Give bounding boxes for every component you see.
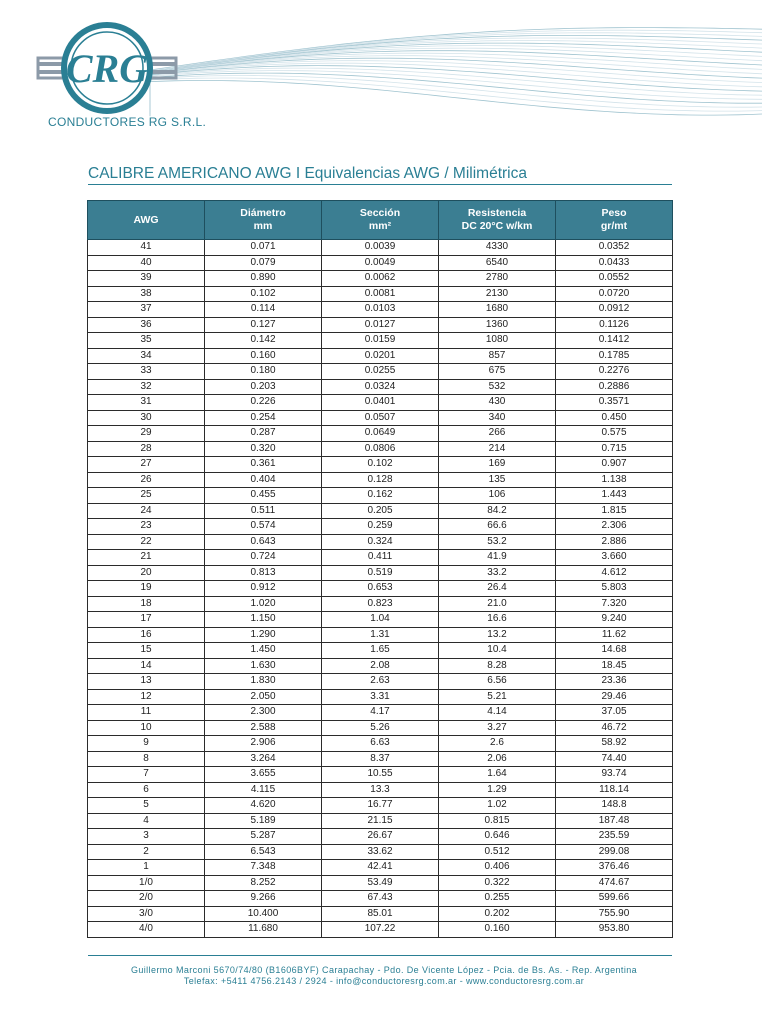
cell-resistance: 0.815 (439, 813, 556, 829)
cell-awg: 33 (88, 364, 205, 380)
table-row (88, 658, 673, 674)
cell-awg: 31 (88, 395, 205, 411)
table-row (88, 767, 673, 783)
footer-divider (88, 955, 672, 956)
cell-section: 0.0507 (322, 410, 439, 426)
cell-diameter: 3.264 (205, 751, 322, 767)
cell-section: 16.77 (322, 798, 439, 814)
cell-section: 26.67 (322, 829, 439, 845)
cell-resistance: 13.2 (439, 627, 556, 643)
cell-diameter: 0.361 (205, 457, 322, 473)
cell-weight: 7.320 (556, 596, 673, 612)
cell-awg: 16 (88, 627, 205, 643)
table-row (88, 550, 673, 566)
cell-diameter: 1.290 (205, 627, 322, 643)
cell-diameter: 1.020 (205, 596, 322, 612)
awg-equivalence-table (87, 200, 673, 938)
cell-resistance: 33.2 (439, 565, 556, 581)
cell-resistance: 106 (439, 488, 556, 504)
cell-awg: 3/0 (88, 906, 205, 922)
cell-diameter: 8.252 (205, 875, 322, 891)
cell-weight: 0.907 (556, 457, 673, 473)
company-name: CONDUCTORES RG S.R.L. (48, 115, 207, 129)
cell-section: 0.0062 (322, 271, 439, 287)
table-row (88, 736, 673, 752)
cell-section: 33.62 (322, 844, 439, 860)
cell-resistance: 340 (439, 410, 556, 426)
cell-diameter: 1.830 (205, 674, 322, 690)
cell-section: 0.0324 (322, 379, 439, 395)
cell-diameter: 1.630 (205, 658, 322, 674)
cell-section: 0.519 (322, 565, 439, 581)
cell-awg: 34 (88, 348, 205, 364)
cell-resistance: 4330 (439, 240, 556, 256)
cell-resistance: 2.06 (439, 751, 556, 767)
cell-section: 0.205 (322, 503, 439, 519)
table-row (88, 782, 673, 798)
table-row (88, 813, 673, 829)
cell-awg: 8 (88, 751, 205, 767)
cell-weight: 0.575 (556, 426, 673, 442)
cell-weight: 23.36 (556, 674, 673, 690)
table-row (88, 395, 673, 411)
cell-resistance: 21.0 (439, 596, 556, 612)
cell-weight: 953.80 (556, 922, 673, 938)
cell-weight: 3.660 (556, 550, 673, 566)
cell-awg: 21 (88, 550, 205, 566)
table-row (88, 705, 673, 721)
cell-awg: 35 (88, 333, 205, 349)
cell-diameter: 0.724 (205, 550, 322, 566)
cell-awg: 18 (88, 596, 205, 612)
svg-text:CRG: CRG (65, 46, 149, 91)
cell-diameter: 0.071 (205, 240, 322, 256)
cell-diameter: 0.180 (205, 364, 322, 380)
cell-awg: 10 (88, 720, 205, 736)
cell-awg: 36 (88, 317, 205, 333)
cell-section: 2.08 (322, 658, 439, 674)
cell-awg: 3 (88, 829, 205, 845)
cell-resistance: 66.6 (439, 519, 556, 535)
footer-contact: Telefax: +5411 4756.2143 / 2924 - info@conductoresrg.com.ar - www.conductoresrg.com.ar (183, 976, 585, 986)
cell-awg: 4/0 (88, 922, 205, 938)
cell-weight: 235.59 (556, 829, 673, 845)
cell-resistance: 0.255 (439, 891, 556, 907)
cell-weight: 1.443 (556, 488, 673, 504)
cell-diameter: 2.588 (205, 720, 322, 736)
cell-diameter: 5.189 (205, 813, 322, 829)
cell-diameter: 0.226 (205, 395, 322, 411)
table-row (88, 364, 673, 380)
cell-weight: 1.138 (556, 472, 673, 488)
cell-section: 0.102 (322, 457, 439, 473)
cell-weight: 5.803 (556, 581, 673, 597)
cell-resistance: 675 (439, 364, 556, 380)
cell-resistance: 0.322 (439, 875, 556, 891)
cell-resistance: 4.14 (439, 705, 556, 721)
cell-section: 0.0039 (322, 240, 439, 256)
cell-section: 13.3 (322, 782, 439, 798)
table-row (88, 379, 673, 395)
cell-awg: 12 (88, 689, 205, 705)
cell-section: 3.31 (322, 689, 439, 705)
cell-weight: 474.67 (556, 875, 673, 891)
cell-weight: 118.14 (556, 782, 673, 798)
cell-diameter: 4.620 (205, 798, 322, 814)
cell-section: 4.17 (322, 705, 439, 721)
cell-section: 5.26 (322, 720, 439, 736)
cell-resistance: 266 (439, 426, 556, 442)
cell-diameter: 3.655 (205, 767, 322, 783)
cell-resistance: 1680 (439, 302, 556, 318)
table-row (88, 240, 673, 256)
cell-awg: 27 (88, 457, 205, 473)
cell-section: 53.49 (322, 875, 439, 891)
cell-section: 0.259 (322, 519, 439, 535)
cell-diameter: 6.543 (205, 844, 322, 860)
table-row (88, 844, 673, 860)
cell-section: 0.653 (322, 581, 439, 597)
cell-diameter: 0.142 (205, 333, 322, 349)
cell-resistance: 857 (439, 348, 556, 364)
cell-weight: 4.612 (556, 565, 673, 581)
cell-resistance: 214 (439, 441, 556, 457)
cell-resistance: 6.56 (439, 674, 556, 690)
table-row (88, 581, 673, 597)
cell-weight: 0.0552 (556, 271, 673, 287)
cell-resistance: 0.406 (439, 860, 556, 876)
table-row (88, 627, 673, 643)
cell-awg: 20 (88, 565, 205, 581)
column-header-resistance: Resistencia DC 20°C w/km (439, 201, 556, 240)
table-row (88, 503, 673, 519)
cell-awg: 41 (88, 240, 205, 256)
cell-diameter: 0.574 (205, 519, 322, 535)
cell-weight: 58.92 (556, 736, 673, 752)
cell-weight: 187.48 (556, 813, 673, 829)
cell-section: 1.65 (322, 643, 439, 659)
table-row (88, 255, 673, 271)
cell-section: 1.31 (322, 627, 439, 643)
cell-awg: 1/0 (88, 875, 205, 891)
cell-awg: 19 (88, 581, 205, 597)
cell-section: 6.63 (322, 736, 439, 752)
table-row (88, 751, 673, 767)
table-row (88, 441, 673, 457)
cell-awg: 39 (88, 271, 205, 287)
cell-awg: 13 (88, 674, 205, 690)
table-row (88, 922, 673, 938)
table-row (88, 720, 673, 736)
cell-section: 0.823 (322, 596, 439, 612)
cell-section: 0.128 (322, 472, 439, 488)
column-header-section: Sección mm² (322, 201, 439, 240)
cell-diameter: 0.079 (205, 255, 322, 271)
footer-address: Guillermo Marconi 5670/74/80 (B1606BYF) Carapachay - Pdo. De Vicente López - Pcia. de Bs. As. - Rep. Argentina (130, 965, 638, 975)
table-row (88, 565, 673, 581)
cell-awg: 25 (88, 488, 205, 504)
cell-weight: 376.46 (556, 860, 673, 876)
cell-section: 0.0649 (322, 426, 439, 442)
cell-section: 1.04 (322, 612, 439, 628)
cell-awg: 2 (88, 844, 205, 860)
cell-awg: 7 (88, 767, 205, 783)
cell-resistance: 16.6 (439, 612, 556, 628)
cell-weight: 0.0912 (556, 302, 673, 318)
cell-diameter: 10.400 (205, 906, 322, 922)
cell-diameter: 0.114 (205, 302, 322, 318)
table-row (88, 302, 673, 318)
table-row (88, 534, 673, 550)
cell-weight: 9.240 (556, 612, 673, 628)
cell-awg: 26 (88, 472, 205, 488)
cell-resistance: 6540 (439, 255, 556, 271)
cell-section: 0.0103 (322, 302, 439, 318)
cell-diameter: 5.287 (205, 829, 322, 845)
cell-awg: 17 (88, 612, 205, 628)
cell-resistance: 2.6 (439, 736, 556, 752)
cell-diameter: 1.450 (205, 643, 322, 659)
cell-weight: 18.45 (556, 658, 673, 674)
cell-awg: 11 (88, 705, 205, 721)
cell-section: 0.0159 (322, 333, 439, 349)
cell-section: 8.37 (322, 751, 439, 767)
cell-awg: 14 (88, 658, 205, 674)
cell-awg: 37 (88, 302, 205, 318)
cell-resistance: 0.646 (439, 829, 556, 845)
table-row (88, 271, 673, 287)
cell-resistance: 0.202 (439, 906, 556, 922)
cell-resistance: 2130 (439, 286, 556, 302)
table-body (88, 240, 673, 938)
table-row (88, 689, 673, 705)
cell-diameter: 0.160 (205, 348, 322, 364)
cell-weight: 0.2886 (556, 379, 673, 395)
cell-diameter: 4.115 (205, 782, 322, 798)
cell-section: 0.162 (322, 488, 439, 504)
cell-section: 67.43 (322, 891, 439, 907)
cell-resistance: 430 (439, 395, 556, 411)
cell-resistance: 0.160 (439, 922, 556, 938)
column-header-awg: AWG (88, 201, 205, 240)
crg-logo-icon (34, 20, 180, 118)
cell-weight: 1.815 (556, 503, 673, 519)
cell-diameter: 7.348 (205, 860, 322, 876)
cell-diameter: 0.320 (205, 441, 322, 457)
cell-diameter: 2.906 (205, 736, 322, 752)
table-row (88, 488, 673, 504)
cell-weight: 46.72 (556, 720, 673, 736)
table-row (88, 472, 673, 488)
table-row (88, 317, 673, 333)
cell-weight: 0.1785 (556, 348, 673, 364)
cell-diameter: 0.511 (205, 503, 322, 519)
cell-weight: 0.0720 (556, 286, 673, 302)
cell-awg: 9 (88, 736, 205, 752)
table-row (88, 348, 673, 364)
cell-awg: 28 (88, 441, 205, 457)
cell-section: 0.0255 (322, 364, 439, 380)
cell-resistance: 169 (439, 457, 556, 473)
cell-section: 0.0806 (322, 441, 439, 457)
cell-diameter: 11.680 (205, 922, 322, 938)
table-header-row (88, 201, 673, 240)
cell-weight: 93.74 (556, 767, 673, 783)
cell-diameter: 0.127 (205, 317, 322, 333)
cell-section: 42.41 (322, 860, 439, 876)
table-row (88, 891, 673, 907)
cell-awg: 23 (88, 519, 205, 535)
table-row (88, 612, 673, 628)
table-row (88, 829, 673, 845)
table-row (88, 860, 673, 876)
cell-awg: 29 (88, 426, 205, 442)
cell-diameter: 1.150 (205, 612, 322, 628)
cell-awg: 5 (88, 798, 205, 814)
cell-diameter: 0.813 (205, 565, 322, 581)
table-row (88, 426, 673, 442)
cell-weight: 2.886 (556, 534, 673, 550)
cell-resistance: 0.512 (439, 844, 556, 860)
cell-awg: 15 (88, 643, 205, 659)
cell-weight: 14.68 (556, 643, 673, 659)
table-row (88, 333, 673, 349)
table-row (88, 643, 673, 659)
column-header-weight: Peso gr/mt (556, 201, 673, 240)
cell-resistance: 1.29 (439, 782, 556, 798)
cell-weight: 0.0433 (556, 255, 673, 271)
cell-resistance: 84.2 (439, 503, 556, 519)
cell-weight: 0.715 (556, 441, 673, 457)
wave-line (150, 81, 762, 117)
cell-resistance: 1.64 (439, 767, 556, 783)
table-row (88, 906, 673, 922)
cell-weight: 0.1126 (556, 317, 673, 333)
cell-awg: 2/0 (88, 891, 205, 907)
cell-weight: 0.0352 (556, 240, 673, 256)
cell-weight: 37.05 (556, 705, 673, 721)
cell-weight: 148.8 (556, 798, 673, 814)
cell-diameter: 0.254 (205, 410, 322, 426)
cell-awg: 32 (88, 379, 205, 395)
cell-resistance: 2780 (439, 271, 556, 287)
cell-diameter: 9.266 (205, 891, 322, 907)
cell-diameter: 0.102 (205, 286, 322, 302)
cell-awg: 22 (88, 534, 205, 550)
cell-weight: 2.306 (556, 519, 673, 535)
title-divider (88, 184, 672, 185)
cell-resistance: 26.4 (439, 581, 556, 597)
cell-section: 0.0081 (322, 286, 439, 302)
wave-line (150, 46, 762, 86)
cell-section: 0.0127 (322, 317, 439, 333)
table-row (88, 286, 673, 302)
cell-section: 85.01 (322, 906, 439, 922)
cell-diameter: 0.455 (205, 488, 322, 504)
cell-awg: 38 (88, 286, 205, 302)
cell-section: 0.411 (322, 550, 439, 566)
table-row (88, 410, 673, 426)
cell-diameter: 2.300 (205, 705, 322, 721)
cell-diameter: 0.890 (205, 271, 322, 287)
cell-diameter: 0.287 (205, 426, 322, 442)
cell-resistance: 532 (439, 379, 556, 395)
cell-section: 0.0401 (322, 395, 439, 411)
cell-diameter: 0.643 (205, 534, 322, 550)
cell-awg: 40 (88, 255, 205, 271)
cell-awg: 1 (88, 860, 205, 876)
cell-resistance: 53.2 (439, 534, 556, 550)
cell-weight: 0.2276 (556, 364, 673, 380)
cell-diameter: 0.203 (205, 379, 322, 395)
cell-awg: 30 (88, 410, 205, 426)
cell-weight: 29.46 (556, 689, 673, 705)
cell-resistance: 41.9 (439, 550, 556, 566)
cell-weight: 0.3571 (556, 395, 673, 411)
cell-section: 0.0201 (322, 348, 439, 364)
cell-section: 21.15 (322, 813, 439, 829)
cell-resistance: 3.27 (439, 720, 556, 736)
page-title: CALIBRE AMERICANO AWG I Equivalencias AWG / Milimétrica (88, 165, 527, 182)
wave-line (150, 68, 762, 105)
table-row (88, 875, 673, 891)
cell-weight: 299.08 (556, 844, 673, 860)
cell-weight: 755.90 (556, 906, 673, 922)
cell-resistance: 8.28 (439, 658, 556, 674)
cell-awg: 4 (88, 813, 205, 829)
cell-diameter: 0.404 (205, 472, 322, 488)
cell-section: 0.324 (322, 534, 439, 550)
table-row (88, 596, 673, 612)
cell-awg: 24 (88, 503, 205, 519)
cell-section: 10.55 (322, 767, 439, 783)
cell-diameter: 0.912 (205, 581, 322, 597)
cell-resistance: 10.4 (439, 643, 556, 659)
table-row (88, 519, 673, 535)
wave-line (150, 71, 762, 108)
cell-section: 107.22 (322, 922, 439, 938)
cell-diameter: 2.050 (205, 689, 322, 705)
cell-resistance: 5.21 (439, 689, 556, 705)
cell-awg: 6 (88, 782, 205, 798)
column-header-diameter: Diámetro mm (205, 201, 322, 240)
cell-section: 0.0049 (322, 255, 439, 271)
cell-weight: 11.62 (556, 627, 673, 643)
cell-resistance: 1080 (439, 333, 556, 349)
cell-resistance: 135 (439, 472, 556, 488)
table-row (88, 798, 673, 814)
cell-weight: 74.40 (556, 751, 673, 767)
cell-weight: 0.450 (556, 410, 673, 426)
cell-weight: 599.66 (556, 891, 673, 907)
cell-weight: 0.1412 (556, 333, 673, 349)
cell-section: 2.63 (322, 674, 439, 690)
cell-resistance: 1.02 (439, 798, 556, 814)
table-row (88, 674, 673, 690)
cell-resistance: 1360 (439, 317, 556, 333)
table-row (88, 457, 673, 473)
